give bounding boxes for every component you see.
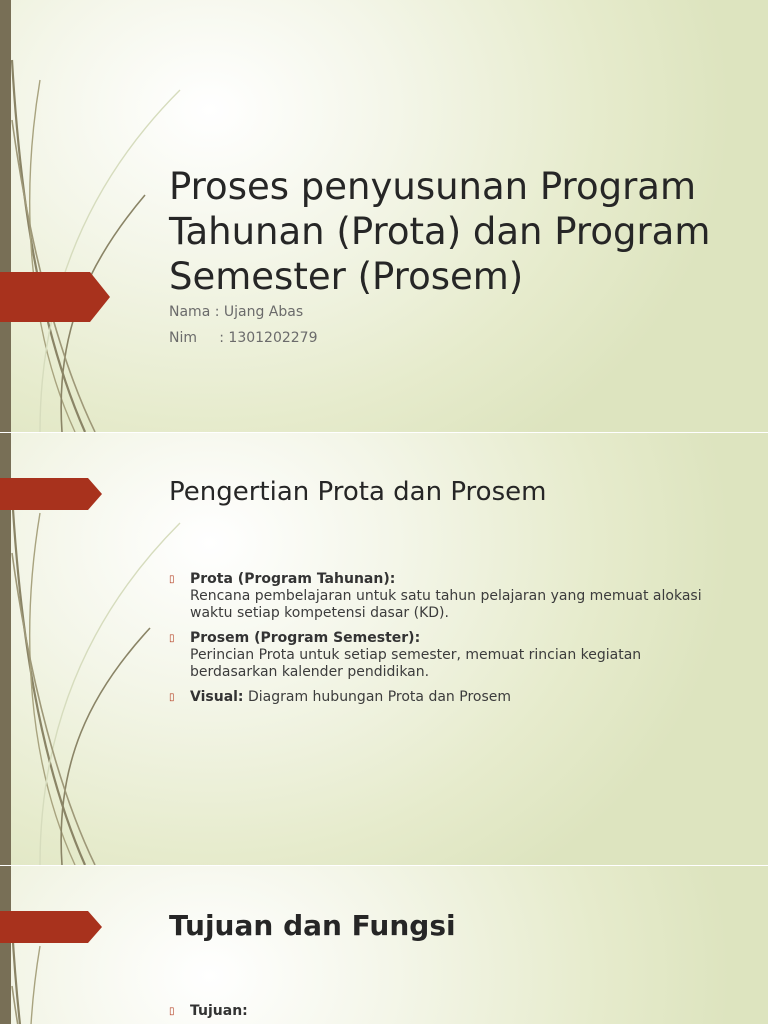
- bullet-list: [169, 1003, 729, 1024]
- bullet-icon: ▯: [169, 1006, 175, 1017]
- accent-arrow-marker: [0, 911, 102, 943]
- bullet-label: Tujuan:: [190, 1003, 248, 1019]
- bullet-list: [169, 571, 729, 714]
- slide-title[interactable]: [0, 0, 768, 432]
- bullet-label: Prosem (Program Semester):: [190, 630, 421, 646]
- swoosh-decoration: [0, 0, 190, 432]
- author-name: Nama : Ujang Abas: [169, 304, 304, 320]
- list-item: [169, 1003, 729, 1020]
- presentation-title: Proses penyusunan Program Tahunan (Prota) dan Program Semester (Prosem): [169, 165, 711, 298]
- bullet-icon: ▯: [169, 574, 175, 585]
- bullet-text: Diagram hubungan Prota dan Prosem: [243, 689, 511, 705]
- slide-pengertian[interactable]: [0, 433, 768, 865]
- accent-arrow-marker: [0, 478, 102, 510]
- slide-heading: Pengertian Prota dan Prosem: [169, 477, 547, 507]
- slide-tujuan[interactable]: [0, 866, 768, 1024]
- swoosh-decoration: [0, 866, 190, 1024]
- bullet-icon: ▯: [169, 633, 175, 644]
- bullet-icon: ▯: [169, 692, 175, 703]
- author-nim: Nim : 1301202279: [169, 330, 318, 346]
- accent-arrow-marker: [0, 272, 110, 322]
- bullet-label: Prota (Program Tahunan):: [190, 571, 396, 587]
- list-item: [169, 571, 729, 622]
- bullet-label: Visual:: [190, 689, 244, 705]
- list-item: [169, 630, 729, 681]
- bullet-text: Perincian Prota untuk setiap semester, memuat rincian kegiatan berdasarkan kalender pendidikan.: [190, 647, 642, 680]
- slide-heading: Tujuan dan Fungsi: [169, 909, 456, 942]
- list-item: [169, 689, 729, 706]
- bullet-text: Rencana pembelajaran untuk satu tahun pelajaran yang memuat alokasi waktu setiap kompetensi dasar (KD).: [190, 588, 702, 621]
